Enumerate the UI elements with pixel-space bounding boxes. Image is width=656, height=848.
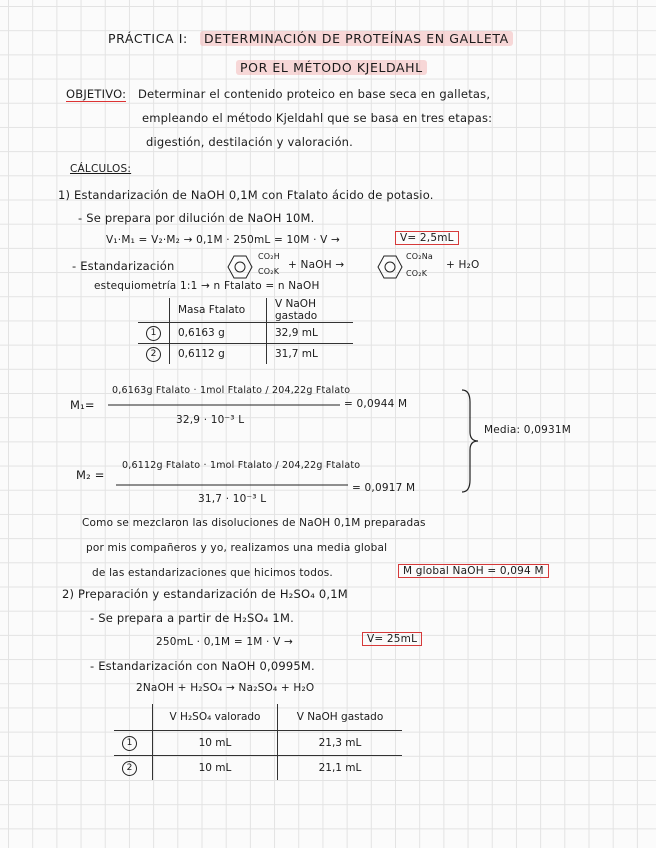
objective-line3: digestión, destilación y valoración. xyxy=(146,135,354,149)
media-result: Media: 0,0931M xyxy=(484,424,572,436)
table-row xyxy=(114,731,402,756)
table-cell-vol: 31,7 mL xyxy=(267,344,354,365)
table-row xyxy=(138,344,353,365)
table-row xyxy=(114,756,402,781)
section1-equation: V₁·M₁ = V₂·M₂ → 0,1M · 250mL = 10M · V → xyxy=(106,234,341,246)
m2-label: M₂ = xyxy=(76,468,105,482)
m1-result: = 0,0944 M xyxy=(344,398,408,410)
m1-denominator: 32,9 · 10⁻³ L xyxy=(176,414,245,426)
table-ftalato xyxy=(138,298,353,364)
section1-result-box: V= 2,5mL xyxy=(395,231,459,245)
table-header-row xyxy=(138,298,353,323)
m1-numerator: 0,6163g Ftalato · 1mol Ftalato / 204,22g Ftalato xyxy=(112,385,351,396)
row-number: 1 xyxy=(122,736,137,751)
m2-denominator: 31,7 · 10⁻³ L xyxy=(198,493,267,505)
title-prefix: PRÁCTICA I: xyxy=(108,31,188,46)
section2-equation: 250mL · 0,1M = 1M · V → xyxy=(156,636,294,648)
m2-fraction-bar xyxy=(116,484,348,486)
stoichiometry: estequiometría 1:1 → n Ftalato = n NaOH xyxy=(94,280,320,292)
product-co2k: CO₂K xyxy=(406,269,428,278)
table-cell-vol: 32,9 mL xyxy=(267,323,354,344)
row-number: 2 xyxy=(146,347,161,362)
table-cell-v2: 21,3 mL xyxy=(278,731,403,756)
table-cell-mass: 0,6163 g xyxy=(170,323,267,344)
section2-reaction: 2NaOH + H₂SO₄ → Na₂SO₄ + H₂O xyxy=(136,682,315,694)
table-h2so4 xyxy=(114,704,402,780)
reactant-co2k: CO₂K xyxy=(258,267,280,276)
row-number: 1 xyxy=(146,326,161,341)
table-header-mass: Masa Ftalato xyxy=(170,298,267,323)
section2-title: 2) Preparación y estandarización de H₂SO₄ 0,1M xyxy=(62,587,348,601)
section2-prep: - Se prepara a partir de H₂SO₄ 1M. xyxy=(90,611,294,625)
table-header-v-h2so4: V H₂SO₄ valorado xyxy=(153,704,278,731)
product-co2na: CO₂Na xyxy=(406,252,433,261)
section1-std: - Estandarización xyxy=(72,259,175,273)
m1-fraction-bar xyxy=(108,404,340,406)
objective-line1: Determinar el contenido proteico en base seca en galletas, xyxy=(138,87,491,101)
objective-label: OBJETIVO: xyxy=(66,87,127,101)
section1-prep: - Se prepara por dilución de NaOH 10M. xyxy=(78,211,315,225)
reactant-co2h: CO₂H xyxy=(258,252,280,261)
section1-title: 1) Estandarización de NaOH 0,1M con Ftalato ácido de potasio. xyxy=(58,188,434,202)
table-header-vol: V NaOH gastado xyxy=(267,298,354,323)
reaction-water: + H₂O xyxy=(446,259,480,271)
table-header-v-naoh: V NaOH gastado xyxy=(278,704,403,731)
table-row xyxy=(138,323,353,344)
phthalate-product-ring-icon xyxy=(376,254,406,282)
section2-std: - Estandarización con NaOH 0,0995M. xyxy=(90,659,315,673)
paragraph-line1: Como se mezclaron las disoluciones de NaOH 0,1M preparadas xyxy=(82,517,426,529)
table-cell-v1: 10 mL xyxy=(153,731,278,756)
title-line2: POR EL MÉTODO KJELDAHL xyxy=(236,60,427,75)
m1-label: M₁= xyxy=(70,398,95,412)
calculations-label: CÁLCULOS: xyxy=(70,163,132,175)
table-header-row xyxy=(114,704,402,731)
paragraph-line3: de las estandarizaciones que hicimos todos. xyxy=(92,567,333,579)
row-number: 2 xyxy=(122,761,137,776)
section2-result-box: V= 25mL xyxy=(362,632,422,646)
table-cell-v1: 10 mL xyxy=(153,756,278,781)
table-cell-mass: 0,6112 g xyxy=(170,344,267,365)
table-cell-v2: 21,1 mL xyxy=(278,756,403,781)
reaction-plus-naoh: + NaOH → xyxy=(288,259,345,271)
title-line1: DETERMINACIÓN DE PROTEÍNAS EN GALLETA xyxy=(200,31,513,46)
curly-brace xyxy=(460,388,480,494)
global-result-box: M global NaOH = 0,094 M xyxy=(398,564,549,578)
paragraph-line2: por mis compañeros y yo, realizamos una media global xyxy=(86,542,388,554)
m2-numerator: 0,6112g Ftalato · 1mol Ftalato / 204,22g Ftalato xyxy=(122,460,361,471)
phthalate-ring-icon xyxy=(226,254,256,282)
objective-line2: empleando el método Kjeldahl que se basa en tres etapas: xyxy=(142,111,493,125)
m2-result: = 0,0917 M xyxy=(352,482,416,494)
